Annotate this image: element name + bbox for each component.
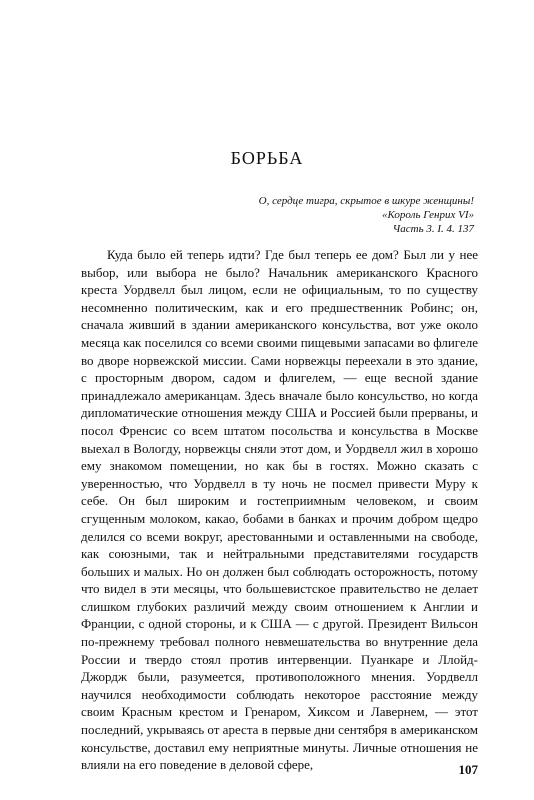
epigraph-quote: О, сердце тигра, скрытое в шкуре женщины! xyxy=(258,195,474,207)
body-paragraph: Куда было ей теперь идти? Где был теперь ее дом? Был ли у нее выбор, или выбора не было? Начальник американского Красного креста Уордвелл был лицом, если не официальным, то по существу несомненно политическим, как и его предшественник Робинс; он, сначала живший в здании американского консульства, вот уже около месяца как поселился со всеми своими пищевыми запасами во флигеле во дворе норвежской миссии. Сами норвежцы переехали в это здание, с просторным двором, садом и флигелем, — еще весной здание принадлежало американцам. Здесь вначале было консульство, но когда дипломатические отношения между США и Россией были прерваны, и посол Френсис со всем штатом посольства и консульства в Москве выехал в Вологду, норвежцы сняли этот дом, и Уордвелл жил в хорошо ему знакомом помещении, но как бы в гостях. Можно сказать с уверенностью, что Уордвелл в ту ночь не посмел привести Муру к себе. Он был широким и гостеприимным человеком, и своим сгущенным молоком, какао, бобами в банках и прочим добром щедро делился со всеми вокруг, арестованными и оставленными на свободе, как союзными, так и нейтральными представителями государств больших и малых. Но он должен был соблюдать осторожность, потому что видел в эти месяцы, что большевистское правительство не делает слишком глубоких различий между своим отношением к Англии и Франции, с одной стороны, и к США — с другой. Президент Вильсон по-прежнему требовал полного невмешательства во внутренние дела России и твердо стоял против интервенции. Пуанкаре и Ллойд-Джордж были, разумеется, противоположного мнения. Уордвелл научился необходимости соблюдать некоторое расстояние между своим Красным крестом и Гренаром, Хиксом и Лавернем, — этот последний, укрываясь от ареста в первые дни сентября в американском консульстве, доставил ему неприятные минуты. Личные отношения не влияли на его поведение в деловой сфере, xyxy=(81,247,478,773)
epigraph-source-title: «Король Генрих VI» xyxy=(382,209,474,221)
page-number: 107 xyxy=(458,762,478,777)
body-text xyxy=(81,246,478,774)
epigraph-source-reference: Часть 3. I. 4. 137 xyxy=(392,223,474,235)
chapter-title: БОРЬБА xyxy=(230,148,304,168)
epigraph xyxy=(174,194,474,236)
